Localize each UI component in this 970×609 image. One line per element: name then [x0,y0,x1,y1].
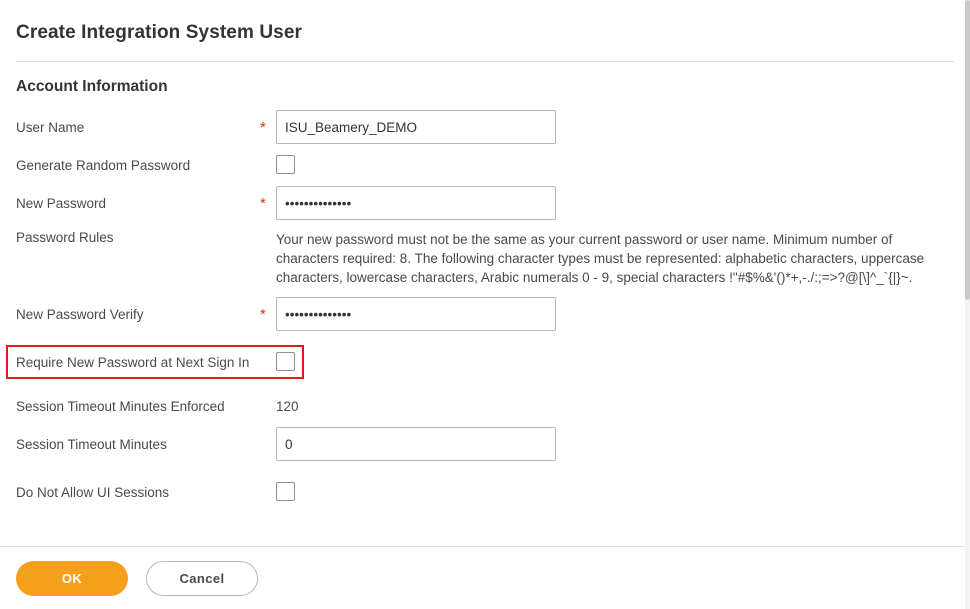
do-not-allow-ui-sessions-label: Do Not Allow UI Sessions [16,485,170,500]
session-timeout-minutes-enforced-label: Session Timeout Minutes Enforced [16,399,225,414]
require-new-password-required-spacer [260,345,276,354]
account-information-form [0,96,970,513]
user-name-required-marker: * [260,119,266,136]
password-rules-field-wrap [276,224,970,287]
row-require-new-password [0,345,970,383]
session-timeout-minutes-input[interactable] [276,427,556,461]
generate-random-password-field-wrap [276,148,970,177]
row-session-timeout-minutes-enforced [0,389,970,421]
row-generate-random-password [0,148,970,186]
page-title: Create Integration System User [16,22,302,43]
password-rules-label: Password Rules [16,230,114,245]
require-new-password-field-wrap [276,345,970,374]
user-name-label: User Name [16,120,85,135]
new-password-label: New Password [16,196,107,211]
row-new-password-verify [0,297,970,335]
ok-button[interactable]: OK [16,561,128,596]
do-not-allow-ui-sessions-checkbox[interactable] [276,482,295,501]
new-password-verify-field-wrap [276,297,970,331]
new-password-required-marker: * [260,195,266,212]
dialog-footer [0,546,970,609]
do-not-allow-ui-sessions-required-spacer [260,475,276,484]
row-new-password [0,186,970,224]
new-password-verify-required-marker: * [260,306,266,323]
session-timeout-minutes-enforced-value: 120 [276,399,299,414]
generate-random-password-required-spacer [260,148,276,157]
user-name-input[interactable] [276,110,556,144]
row-password-rules [0,224,970,287]
row-user-name [0,110,970,148]
section-title-account-information: Account Information [16,78,168,95]
page-scrollbar-thumb[interactable] [965,0,970,300]
session-timeout-minutes-field-wrap [276,427,970,461]
session-timeout-minutes-required-spacer [260,427,276,436]
require-new-password-label: Require New Password at Next Sign In [16,355,250,370]
new-password-input[interactable] [276,186,556,220]
generate-random-password-label: Generate Random Password [16,158,191,173]
do-not-allow-ui-sessions-field-wrap [276,475,970,504]
session-timeout-minutes-label: Session Timeout Minutes [16,437,167,452]
password-rules-text: Your new password must not be the same as your current password or user name. Minimum number of characters required: 8. The following character types must be represented: alphabetic characters, uppercase characters, lowercase characters, Arabic numerals 0 - 9, special characters !"#$%&'()*+,-./:;=>?@[\]^_`{|}~. [276,232,925,285]
session-timeout-enforced-required-spacer [260,389,276,398]
page-scrollbar-track[interactable] [965,0,970,609]
new-password-verify-input[interactable] [276,297,556,331]
new-password-verify-label: New Password Verify [16,307,144,322]
new-password-field-wrap [276,186,970,220]
password-rules-required-spacer [260,224,276,233]
user-name-field-wrap [276,110,970,144]
generate-random-password-checkbox[interactable] [276,155,295,174]
require-new-password-checkbox[interactable] [276,352,295,371]
session-timeout-enforced-field-wrap [276,389,970,414]
cancel-button[interactable]: Cancel [146,561,258,596]
row-do-not-allow-ui-sessions [0,475,970,513]
row-session-timeout-minutes [0,427,970,465]
